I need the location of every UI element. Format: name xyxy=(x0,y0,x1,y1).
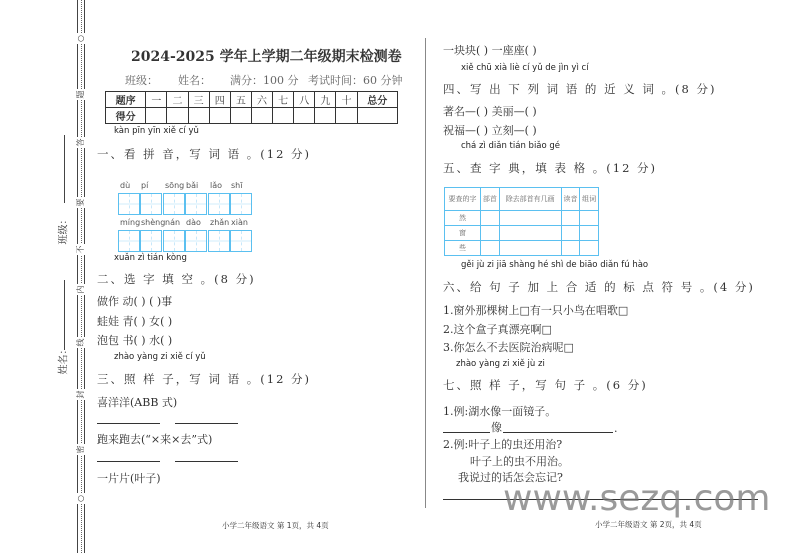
s3-pinyin: zhào yàng zi xiě cí yǔ xyxy=(114,352,206,362)
score-cell[interactable] xyxy=(315,108,336,124)
dictionary-table xyxy=(444,187,599,256)
dict-header-cell: 组词 xyxy=(580,188,599,211)
grid-pinyin: shèng xyxy=(141,218,166,227)
s4-title: 四、写 出 下 列 词 语 的 近 义 词 。(8 分) xyxy=(443,82,717,96)
answer-line[interactable] xyxy=(175,461,238,462)
class-label: 班级： xyxy=(58,214,70,245)
s7-example-1: 1.例:湖水像一面镜子。 xyxy=(443,405,557,418)
score-header-cell: 四 xyxy=(209,92,230,108)
binding-line xyxy=(77,0,78,553)
dict-answer-cell[interactable] xyxy=(499,241,561,256)
grid-pinyin: míng xyxy=(120,218,141,227)
dict-char: 些 xyxy=(445,241,481,256)
s1-pinyin: kàn pīn yīn xiě cí yǔ xyxy=(114,126,199,136)
s1-title: 一、看 拼 音，写 词 语 。(12 分) xyxy=(97,147,312,161)
score-header-cell: 六 xyxy=(251,92,272,108)
seal-char: 内 xyxy=(76,285,85,294)
seal-char: ○ xyxy=(76,33,85,44)
seal-char: 题 xyxy=(76,90,85,99)
s2-title: 二、选 字 填 空 。(8 分) xyxy=(97,272,256,286)
s7-ex1-mid: 像 xyxy=(491,421,502,434)
answer-line[interactable] xyxy=(443,432,490,433)
writing-grid[interactable] xyxy=(118,230,162,252)
s3-title: 三、照 样 子，写 词 语 。(12 分) xyxy=(97,372,312,386)
dict-answer-cell[interactable] xyxy=(481,226,500,241)
table-row xyxy=(445,241,599,256)
s6-pinyin: gěi jù zi jiā shàng hé shì de biāo diǎn fú hào xyxy=(461,260,649,270)
score-cell[interactable] xyxy=(273,108,294,124)
dict-answer-cell[interactable] xyxy=(499,211,561,226)
page-divider xyxy=(425,38,426,508)
s7-example-2: 2.例:叶子上的虫还用治? xyxy=(443,438,563,451)
grid-pinyin: lǎo xyxy=(210,181,223,190)
s2-row: 蛙娃 青( ) 女( ) xyxy=(97,315,173,328)
dict-answer-cell[interactable] xyxy=(481,211,500,226)
grid-pinyin: pí xyxy=(141,181,149,190)
dict-answer-cell[interactable] xyxy=(580,241,599,256)
seal-char: 答 xyxy=(76,138,85,147)
score-cell[interactable] xyxy=(294,108,315,124)
footer-right: 小学二年级语文 第 2页，共 4页 xyxy=(595,520,702,529)
dict-answer-cell[interactable] xyxy=(561,211,580,226)
dict-header-cell: 除去部首有几画 xyxy=(499,188,561,211)
s4-pinyin: xiě chū xià liè cí yǔ de jìn yì cí xyxy=(461,63,589,73)
s2-pinyin: xuǎn zì tián kòng xyxy=(114,253,187,263)
score-table xyxy=(105,91,398,124)
s7-title: 七、照 样 子，写 句 子 。(6 分) xyxy=(443,378,648,392)
score-header-cell: 总分 xyxy=(357,92,397,108)
writing-grid[interactable] xyxy=(208,230,252,252)
writing-grid[interactable] xyxy=(118,193,162,215)
s6-item: 2.这个盒子真漂亮啊□ xyxy=(443,323,552,336)
grid-pinyin: shī xyxy=(231,181,243,190)
score-cell[interactable] xyxy=(167,108,188,124)
score-cell[interactable] xyxy=(336,108,357,124)
seal-char: 封 xyxy=(76,390,85,399)
s6-item: 1.窗外那棵树上□有一只小鸟在唱歌□ xyxy=(443,304,629,317)
info-name: 姓名： xyxy=(178,74,211,87)
s3-item: 跑来跑去(“×来×去”式) xyxy=(97,433,213,446)
table-row xyxy=(445,226,599,241)
dict-answer-cell[interactable] xyxy=(580,226,599,241)
info-time: 考试时间：60 分钟 xyxy=(308,74,403,87)
s3-continued: 一块块( ) 一座座( ) xyxy=(443,44,537,57)
score-header-cell: 三 xyxy=(188,92,209,108)
score-cell[interactable] xyxy=(146,108,167,124)
seal-char: 线 xyxy=(76,338,85,347)
s5-title: 五、查 字 典，填 表 格 。(12 分) xyxy=(443,161,658,175)
score-header-cell: 题序 xyxy=(106,92,146,108)
class-field-line[interactable] xyxy=(64,135,65,203)
s3-item: 喜洋洋(ABB 式) xyxy=(97,396,178,409)
dict-char: 然 xyxy=(445,211,481,226)
name-label: 姓名： xyxy=(58,344,70,375)
s2-row: 泡包 书( ) 水( ) xyxy=(97,334,173,347)
binding-line xyxy=(84,0,85,553)
dict-answer-cell[interactable] xyxy=(561,226,580,241)
dict-answer-cell[interactable] xyxy=(561,241,580,256)
table-row xyxy=(445,211,599,226)
s7-question: 我说过的话怎会忘记? xyxy=(458,471,563,484)
score-header-cell: 七 xyxy=(273,92,294,108)
score-header-cell: 一 xyxy=(146,92,167,108)
s6-title: 六、给 句 子 加 上 合 适 的 标 点 符 号 。(4 分) xyxy=(443,280,755,294)
dict-answer-cell[interactable] xyxy=(481,241,500,256)
writing-grid[interactable] xyxy=(163,193,207,215)
score-header-cell: 十 xyxy=(336,92,357,108)
s7-example-2b: 叶子上的虫不用治。 xyxy=(470,455,569,468)
seal-char: ○ xyxy=(76,493,85,504)
s6-item: 3.你怎么不去医院治病呢□ xyxy=(443,341,574,354)
page-title: 2024-2025 学年上学期二年级期末检测卷 xyxy=(131,49,402,65)
binding-dots xyxy=(81,0,82,553)
score-cell[interactable] xyxy=(209,108,230,124)
dict-header-cell: 部首 xyxy=(481,188,500,211)
writing-grid[interactable] xyxy=(208,193,252,215)
seal-char: 要 xyxy=(76,198,85,207)
answer-line[interactable] xyxy=(503,432,613,433)
answer-line[interactable] xyxy=(97,423,160,424)
score-cell[interactable] xyxy=(251,108,272,124)
watermark: www.sezq.com xyxy=(503,478,771,519)
grid-pinyin: sōng xyxy=(165,181,185,190)
score-row-label: 得分 xyxy=(106,108,146,124)
dict-header-cell: 读音 xyxy=(561,188,580,211)
grid-pinyin: xiàn xyxy=(231,218,248,227)
seal-char: 密 xyxy=(76,445,85,454)
score-cell[interactable] xyxy=(357,108,397,124)
grid-pinyin: dù xyxy=(120,181,131,190)
s3-item: 一片片(叶子) xyxy=(97,472,161,485)
s2-row: 做作 动( ) ( )事 xyxy=(97,295,173,308)
info-class: 班级： xyxy=(125,74,158,87)
dict-answer-cell[interactable] xyxy=(580,211,599,226)
score-header-cell: 二 xyxy=(167,92,188,108)
answer-line[interactable] xyxy=(97,461,160,462)
score-cell[interactable] xyxy=(230,108,251,124)
s5-pinyin: chá zì diǎn tián biǎo gé xyxy=(461,141,561,151)
score-header-cell: 九 xyxy=(315,92,336,108)
s4-row: 祝福—( ) 立刻—( ) xyxy=(443,124,537,137)
score-header-cell: 五 xyxy=(230,92,251,108)
writing-grid[interactable] xyxy=(163,230,207,252)
dict-char: 窗 xyxy=(445,226,481,241)
seal-char: 不 xyxy=(76,245,85,254)
grid-pinyin: zhǎn xyxy=(210,218,230,227)
footer-left: 小学二年级语文 第 1页，共 4页 xyxy=(222,521,329,530)
grid-pinyin: bǎi xyxy=(186,181,199,190)
score-header-cell: 八 xyxy=(294,92,315,108)
s4-row: 著名—( ) 美丽—( ) xyxy=(443,105,537,118)
dict-answer-cell[interactable] xyxy=(499,226,561,241)
grid-pinyin: dào xyxy=(186,218,201,227)
grid-pinyin: nán xyxy=(165,218,181,227)
answer-line[interactable] xyxy=(175,423,238,424)
dict-header-cell: 要查的字 xyxy=(445,188,481,211)
s7-pinyin: zhào yàng zi xiě jù zi xyxy=(456,359,545,369)
info-full-score: 满分：100 分 xyxy=(230,74,299,87)
score-cell[interactable] xyxy=(188,108,209,124)
name-field-line[interactable] xyxy=(64,280,65,350)
